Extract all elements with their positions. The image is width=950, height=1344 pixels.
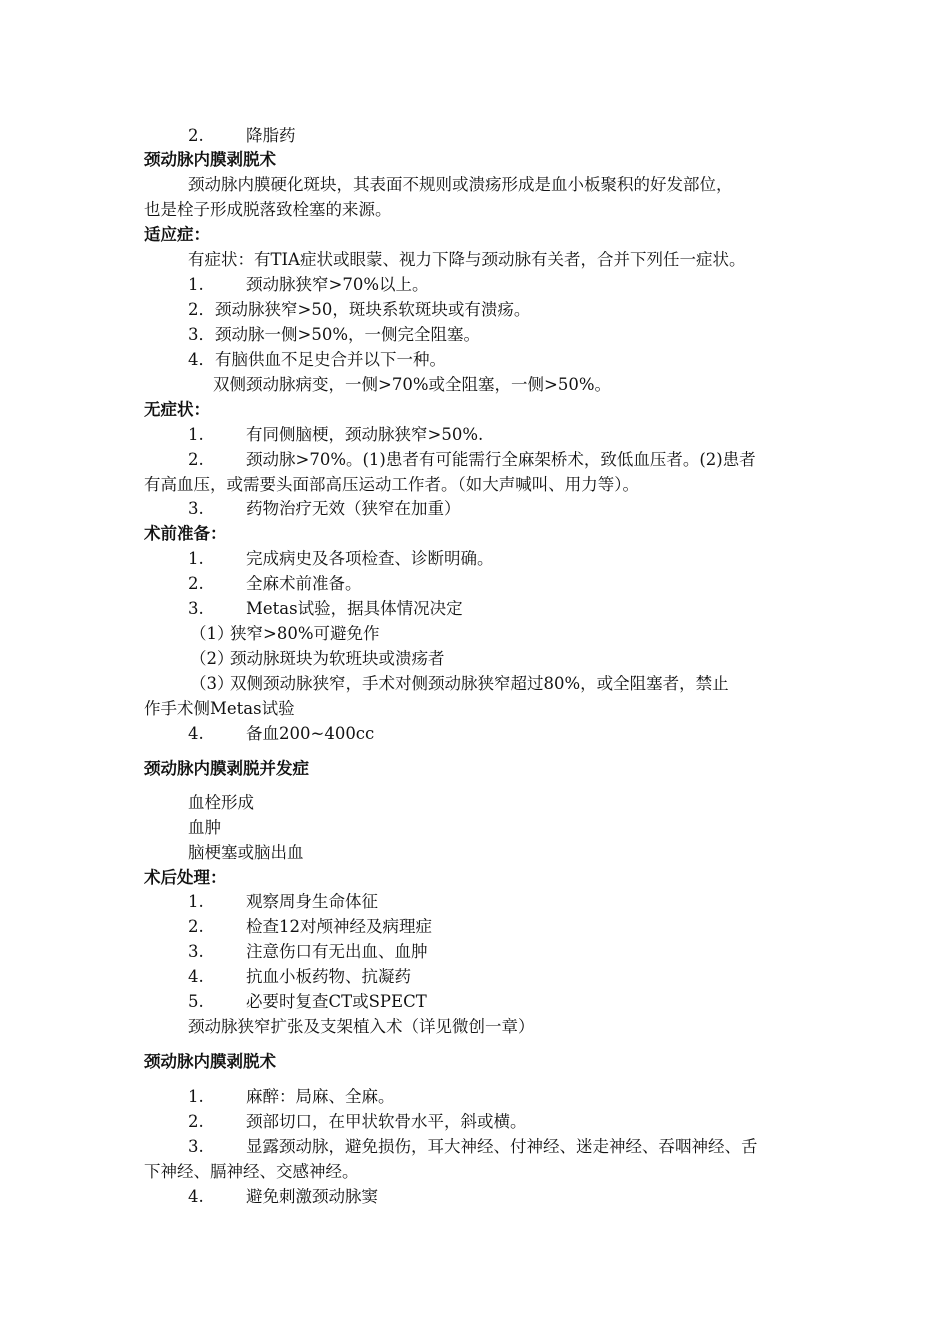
section-heading: 无症状： bbox=[144, 400, 210, 419]
list-item: 2. 颈动脉>70%。(1)患者有可能需行全麻架桥术，致低血压者。(2)患者 bbox=[188, 450, 756, 469]
paragraph-line: 作手术侧Metas试验 bbox=[144, 699, 295, 718]
paragraph-line: 有高血压，或需要头面部高压运动工作者。（如大声喊叫、用力等）。 bbox=[144, 475, 639, 494]
paragraph-line: 双侧颈动脉病变，一侧>70%或全阻塞，一侧>50%。 bbox=[213, 375, 611, 394]
section-heading: 颈动脉内膜剥脱并发症 bbox=[144, 759, 309, 778]
list-item: 2. 颈部切口，在甲状软骨水平，斜或横。 bbox=[188, 1112, 527, 1131]
list-item: 血肿 bbox=[188, 818, 221, 837]
list-item: 3．颈动脉一侧>50%，一侧完全阻塞。 bbox=[188, 325, 480, 344]
list-item: （2）颈动脉斑块为软班块或溃疡者 bbox=[190, 649, 445, 668]
paragraph-line: 有症状：有TIA症状或眼蒙、视力下降与颈动脉有关者，合并下列任一症状。 bbox=[188, 250, 746, 269]
list-item: 4. 备血200~400cc bbox=[188, 724, 375, 743]
section-heading: 颈动脉内膜剥脱术 bbox=[144, 1052, 276, 1071]
list-item: 3. 显露颈动脉，避免损伤，耳大神经、付神经、迷走神经、吞咽神经、舌 bbox=[188, 1137, 758, 1156]
list-item: 2. 全麻术前准备。 bbox=[188, 574, 362, 593]
section-heading: 术前准备： bbox=[144, 524, 227, 543]
list-item: 4．有脑供血不足史合并以下一种。 bbox=[188, 350, 446, 369]
list-item: （3）双侧颈动脉狭窄，手术对侧颈动脉狭窄超过80%，或全阻塞者，禁止 bbox=[190, 674, 729, 693]
list-item: 3. 注意伤口有无出血、血肿 bbox=[188, 942, 428, 961]
list-item: 1. 完成病史及各项检查、诊断明确。 bbox=[188, 549, 494, 568]
list-item: 脑梗塞或脑出血 bbox=[188, 843, 304, 862]
list-item: 5. 必要时复查CT或SPECT bbox=[188, 992, 427, 1011]
paragraph-line: 颈动脉狭窄扩张及支架植入术（详见微创一章） bbox=[188, 1017, 535, 1036]
list-item: 2. 降脂药 bbox=[188, 126, 296, 145]
list-item: 2．颈动脉狭窄>50，斑块系软斑块或有溃疡。 bbox=[188, 300, 531, 319]
paragraph-line: 颈动脉内膜硬化斑块，其表面不规则或溃疡形成是血小板聚积的好发部位， bbox=[188, 175, 733, 194]
paragraph-line: 也是栓子形成脱落致栓塞的来源。 bbox=[144, 200, 392, 219]
list-item: 1. 麻醉：局麻、全麻。 bbox=[188, 1087, 395, 1106]
paragraph-line: 下神经、膈神经、交感神经。 bbox=[144, 1162, 359, 1181]
list-item: 2. 检查12对颅神经及病理症 bbox=[188, 917, 432, 936]
list-item: 3. Metas试验，据具体情况决定 bbox=[188, 599, 463, 618]
list-item: 4. 抗血小板药物、抗凝药 bbox=[188, 967, 411, 986]
section-heading: 颈动脉内膜剥脱术 bbox=[144, 150, 276, 169]
list-item: 血栓形成 bbox=[188, 793, 254, 812]
list-item: 1. 颈动脉狭窄>70%以上。 bbox=[188, 275, 429, 294]
list-item: 1. 观察周身生命体征 bbox=[188, 892, 378, 911]
list-item: 4. 避免刺激颈动脉窦 bbox=[188, 1187, 378, 1206]
list-item: （1）狭窄>80%可避免作 bbox=[190, 624, 380, 643]
section-heading: 适应症： bbox=[144, 225, 210, 244]
section-heading: 术后处理： bbox=[144, 868, 227, 887]
list-item: 3. 药物治疗无效（狭窄在加重） bbox=[188, 499, 461, 518]
list-item: 1. 有同侧脑梗，颈动脉狭窄>50%. bbox=[188, 425, 484, 444]
